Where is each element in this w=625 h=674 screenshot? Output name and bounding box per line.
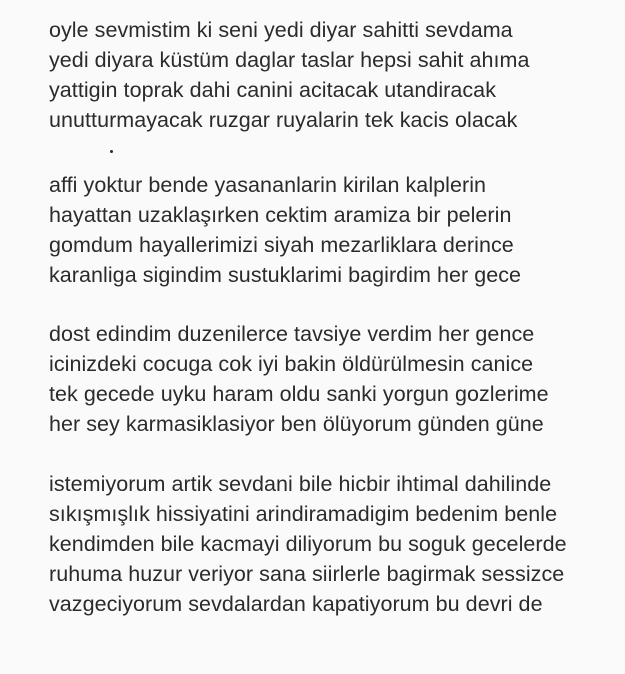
- stray-dot: [110, 150, 113, 153]
- poem-line: kendimden bile kacmayi diliyorum bu soguk gecelerde: [49, 532, 567, 556]
- poem-line: yattigin toprak dahi canini acitacak utandiracak: [49, 78, 496, 102]
- poem-line: oyle sevmistim ki seni yedi diyar sahitti sevdama: [49, 18, 513, 42]
- poem-line: unutturmayacak ruzgar ruyalarin tek kacis olacak: [49, 108, 518, 132]
- poem-line: sıkışmışlık hissiyatini arindiramadigim bedenim benle: [49, 502, 558, 526]
- poem-line: dost edindim duzenilerce tavsiye verdim her gence: [49, 322, 535, 346]
- poem-line: hayattan uzaklaşırken cektim aramiza bir pelerin: [49, 203, 512, 227]
- stanza-2: [49, 170, 619, 290]
- poem-line: tek gecede uyku haram oldu sanki yorgun gozlerime: [49, 382, 549, 406]
- poem-line: icinizdeki cocuga cok iyi bakin öldürülmesin canice: [49, 352, 534, 376]
- poem-line: her sey karmasiklasiyor ben ölüyorum günden güne: [49, 412, 544, 436]
- poem-line: istemiyorum artik sevdani bile hicbir ihtimal dahilinde: [49, 472, 552, 496]
- poem-line: ruhuma huzur veriyor sana siirlerle bagirmak sessizce: [49, 562, 565, 586]
- poem-line: gomdum hayallerimizi siyah mezarliklara derince: [49, 233, 514, 257]
- poem-line: vazgeciyorum sevdalardan kapatiyorum bu devri de: [49, 592, 543, 616]
- stanza-1: [49, 15, 619, 135]
- poem-line: karanliga sigindim sustuklarimi bagirdim her gece: [49, 263, 522, 287]
- stanza-4: [49, 469, 619, 619]
- poem-line: affi yoktur bende yasananlarin kirilan kalplerin: [49, 173, 487, 197]
- stanza-3: [49, 319, 619, 439]
- poem-line: yedi diyara küstüm daglar taslar hepsi sahit ahıma: [49, 48, 530, 72]
